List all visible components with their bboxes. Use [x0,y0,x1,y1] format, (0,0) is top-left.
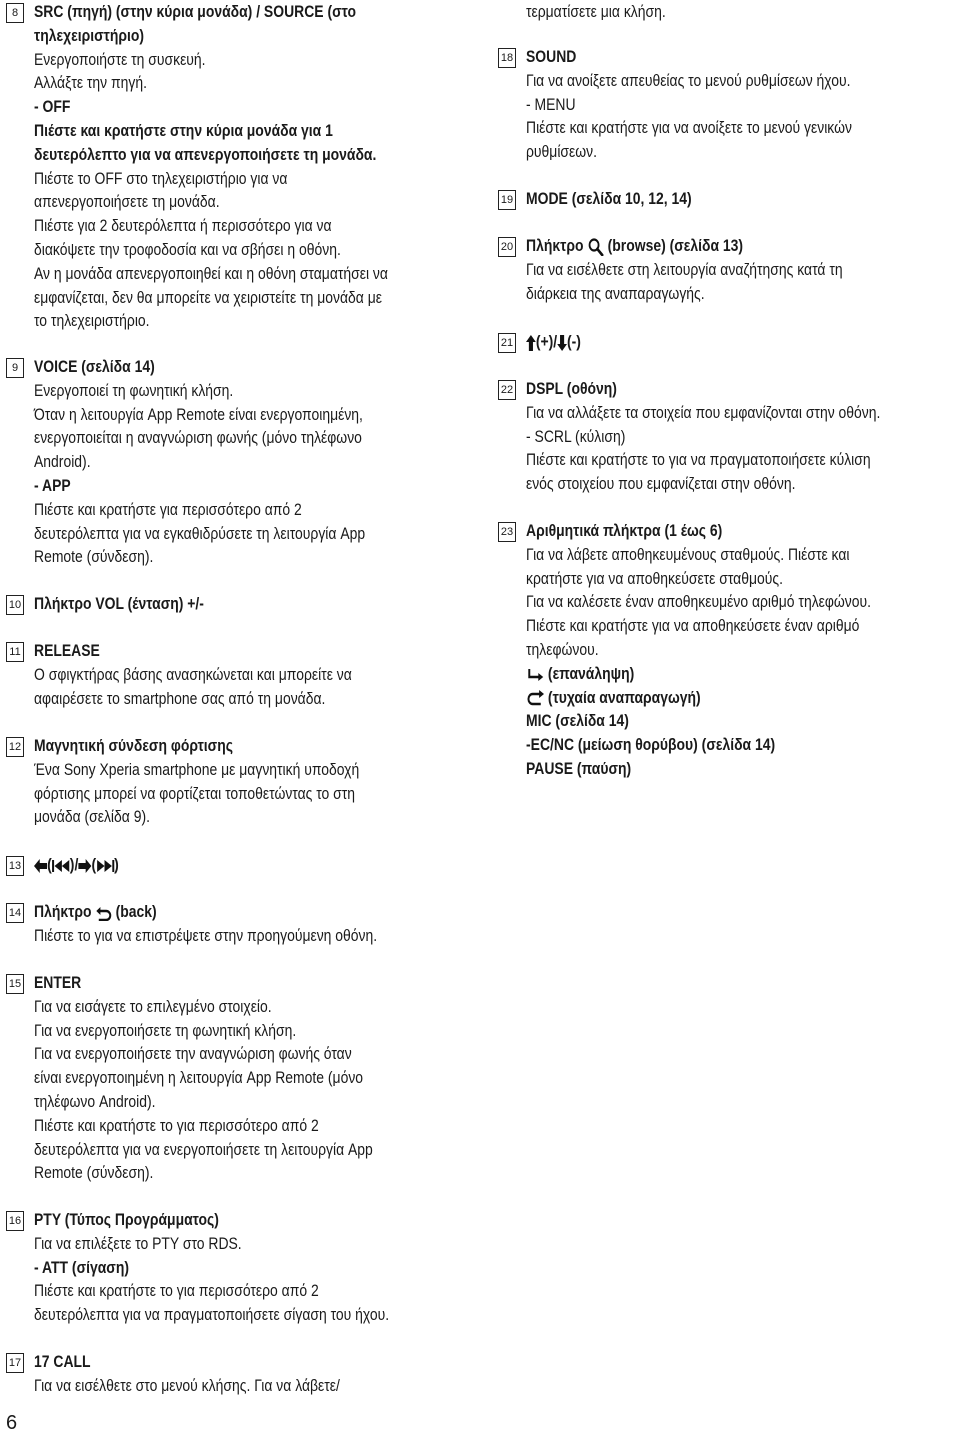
item-line: δευτερόλεπτο για να απενεργοποιήσετε τη μονάδα. [34,144,377,164]
item-line: -EC/NC (μείωση θορύβου) (σελίδα 14) [526,735,776,755]
item-number: 14 [6,903,24,923]
arrow-left-icon [34,859,47,873]
item-line: Ενεργοποιεί τη φωνητική κλήση. [34,380,234,400]
item-line: PAUSE (παύση) [526,758,632,778]
item-line: SOUND [526,47,577,66]
back-key-label2: (back) [115,902,157,921]
item-line: αφαιρέσετε το smartphone σας από τη μονάδα. [34,688,326,708]
item-line: Για να καλέσετε έναν αποθηκευμένο αριθμό τηλεφώνου. [526,592,872,612]
item-9 [6,355,494,569]
item-line: Πιέστε και κρατήστε για να αποθηκεύσετε έναν αριθμό [526,616,860,636]
number-keys-tail [526,709,960,780]
item-line: Μαγνητική σύνδεση φόρτισης [34,736,233,755]
seek-keys-line [34,853,395,877]
item-line: εμφανίζεται, δεν θα μπορείτε να χειριστείτε τη μονάδα με [34,287,382,307]
updown-text: (-) [566,332,581,351]
browse-key-label2: (browse) (σελίδα 13) [607,236,744,255]
item-line: Πιέστε για 2 δευτερόλεπτα ή περισσότερο για να [34,216,332,236]
item-line: κρατήστε για να αποθηκεύσετε σταθμούς. [526,568,784,588]
item-line: Αλλάξτε την πηγή. [34,73,147,93]
seek-text: )/ [69,855,79,874]
item-line: - APP [34,475,71,495]
item-number: 12 [6,737,24,757]
item-line: Για να εισέλθετε στο μενού κλήσης. Για να λάβετε/ [34,1375,340,1395]
item-number: 17 [6,1353,24,1373]
updown-text: (+)/ [535,332,558,351]
item-line: Πιέστε και κρατήστε το για περισσότερο από 2 [34,1115,319,1135]
item-line: ENTER [34,973,82,992]
page-number: 6 [6,1412,18,1434]
repeat-label: (επανάληψη) [547,663,635,683]
seek-text: ) [114,855,119,874]
item-line: - OFF [34,97,71,117]
item-number: 13 [6,856,24,876]
item-10 [6,592,494,616]
item-line: Πιέστε και κρατήστε για περισσότερο από 2 [34,499,302,519]
item-line: ρυθμίσεων. [526,142,597,162]
arrow-up-icon [526,335,536,351]
item-line: τηλεφώνου. [526,639,599,659]
item-line: MODE (σελίδα 10, 12, 14) [526,189,692,208]
item-line: Πιέστε και κρατήστε το για περισσότερο από 2 [34,1281,319,1301]
item-line: Για να ενεργοποιήσετε την αναγνώριση φωνής όταν [34,1044,352,1064]
item-line: Όταν η λειτουργία App Remote είναι ενεργοποιημένη, [34,404,363,424]
item-line: Remote (σύνδεση). [34,1163,154,1183]
item-line: Ενεργοποιήστε τη συσκευή. [34,49,206,69]
item-line: φόρτισης μπορεί να φορτίζεται τοποθετώντας το στη [34,783,356,803]
browse-desc-1: Για να εισέλθετε στη λειτουργία αναζήτησης κατά τη [526,259,843,279]
item-line: Ένα Sony Xperia smartphone με μαγνητική υποδοχή [34,759,360,779]
number-keys-lines [526,519,960,662]
shuffle-line [526,686,903,710]
back-key-label: Πλήκτρο [34,902,92,921]
item-line: τηλέφωνο Android). [34,1091,156,1111]
item-number: 8 [6,3,24,23]
item-15 [6,971,494,1185]
item-17 [6,1350,494,1398]
item-line: ενεργοποιείται η αναγνώριση φωνής (μόνο τηλέφωνο [34,428,362,448]
item-line: Για να επιλέξετε το PTY στο RDS. [34,1233,242,1253]
item-number: 15 [6,974,24,994]
item-23 [498,519,960,781]
item-14 [6,900,494,948]
item-line: Πιέστε και κρατήστε στην κύρια μονάδα για 1 [34,120,333,140]
item-number: 16 [6,1211,24,1231]
back-key-line [34,900,411,924]
back-key-desc: Πιέστε το για να επιστρέψετε στην προηγούμενη οθόνη. [34,925,378,945]
browse-key-line [526,234,903,258]
arrow-right-icon [78,859,91,873]
item-line: Για να λάβετε αποθηκευμένους σταθμούς. Πιέστε και [526,544,850,564]
item-line: Για να ενεργοποιήσετε τη φωνητική κλήση. [34,1020,297,1040]
item-line: δευτερόλεπτα για να εγκαθιδρύσετε τη λειτουργία App [34,523,366,543]
browse-key-label: Πλήκτρο [526,236,584,255]
item-line: Πιέστε και κρατήστε για να ανοίξετε το μενού γενικών [526,118,852,138]
item-number: 22 [498,380,516,400]
item-18 [498,45,960,164]
item-line: 17 CALL [34,1352,91,1371]
item-line: το τηλεχειριστήριο. [34,311,150,331]
item-19 [498,187,960,211]
repeat-icon [526,667,544,681]
item-line: Για να αλλάξετε τα στοιχεία που εμφανίζονται στην οθόνη. [526,402,881,422]
item-line: είναι ενεργοποιημένη η λειτουργία App Remote (μόνο [34,1068,364,1088]
seek-text: ( [47,855,52,874]
item-line: δευτερόλεπτα για να πραγματοποιήσετε σίγαση του ήχου. [34,1305,390,1325]
item-line: RELEASE [34,641,100,660]
item-line: Αριθμητικά πλήκτρα (1 έως 6) [526,521,723,540]
item-line: διακόψετε την τροφοδοσία και να σβήσει η οθόνη. [34,239,341,259]
updown-key-line [526,330,772,354]
item-number: 10 [6,595,24,615]
item-line: DSPL (οθόνη) [526,379,617,398]
item-line: VOICE (σελίδα 14) [34,357,155,376]
item-11 [6,639,494,710]
item-number: 21 [498,333,516,353]
item-number: 23 [498,522,516,542]
item-line: Πιέστε το OFF στο τηλεχειριστήριο για να [34,168,288,188]
item-22 [498,377,960,496]
item-line: Για να εισάγετε το επιλεγμένο στοιχείο. [34,996,272,1016]
item-line: τηλεχειριστήριο) [34,25,145,45]
item-line: PTY (Τύπος Προγράμματος) [34,1210,219,1229]
repeat-line [526,662,903,686]
item-12 [6,734,494,829]
item-line: δευτερόλεπτα για να ενεργοποιήσετε τη λειτουργία App [34,1139,373,1159]
arrow-down-icon [557,335,567,351]
item-number: 20 [498,237,516,257]
item-line: - SCRL (κύλιση) [526,426,626,446]
item-line: Για να ανοίξετε απευθείας το μενού ρυθμίσεων ήχου. [526,70,851,90]
next-track-icon [96,859,114,873]
item-13 [6,853,474,877]
browse-desc-2: διάρκεια της αναπαραγωγής. [526,283,705,303]
item-line: Android). [34,452,91,472]
item-number: 18 [498,48,516,68]
item-line: μονάδα (σελίδα 9). [34,807,151,827]
item-8 [6,0,494,333]
item-line: MIC (σελίδα 14) [526,711,629,731]
item-line: απενεργοποιήσετε τη μονάδα. [34,192,220,212]
item-16 [6,1208,494,1327]
item-line: - ATT (σίγαση) [34,1257,130,1277]
item-line: Πιέστε και κρατήστε το για να πραγματοποιήσετε κύλιση [526,450,871,470]
item-line: ενός στοιχείου που εμφανίζεται στην οθόνη. [526,474,796,494]
item-line: - MENU [526,94,576,114]
continued-text: τερματίσετε μια κλήση. [526,2,666,21]
item-number: 9 [6,358,24,378]
item-20 [498,234,960,305]
item-line: Αν η μονάδα απενεργοποιηθεί και η οθόνη σταματήσει να [34,263,388,283]
previous-track-icon [52,859,70,873]
item-line: Ο σφιγκτήρας βάσης ανασηκώνεται και μπορείτε να [34,664,352,684]
seek-text: ( [91,855,97,874]
item-line: Πλήκτρο VOL (ένταση) +/- [34,594,204,613]
search-icon [587,238,603,256]
item-number: 11 [6,642,24,662]
item-21 [498,330,826,354]
shuffle-icon [526,690,544,706]
back-icon [95,905,111,921]
item-number: 19 [498,190,516,210]
item-line: SRC (πηγή) (στην κύρια μονάδα) / SOURCE (στο [34,2,356,21]
item-line: Remote (σύνδεση). [34,547,154,567]
shuffle-label: (τυχαία αναπαραγωγή) [547,687,701,707]
